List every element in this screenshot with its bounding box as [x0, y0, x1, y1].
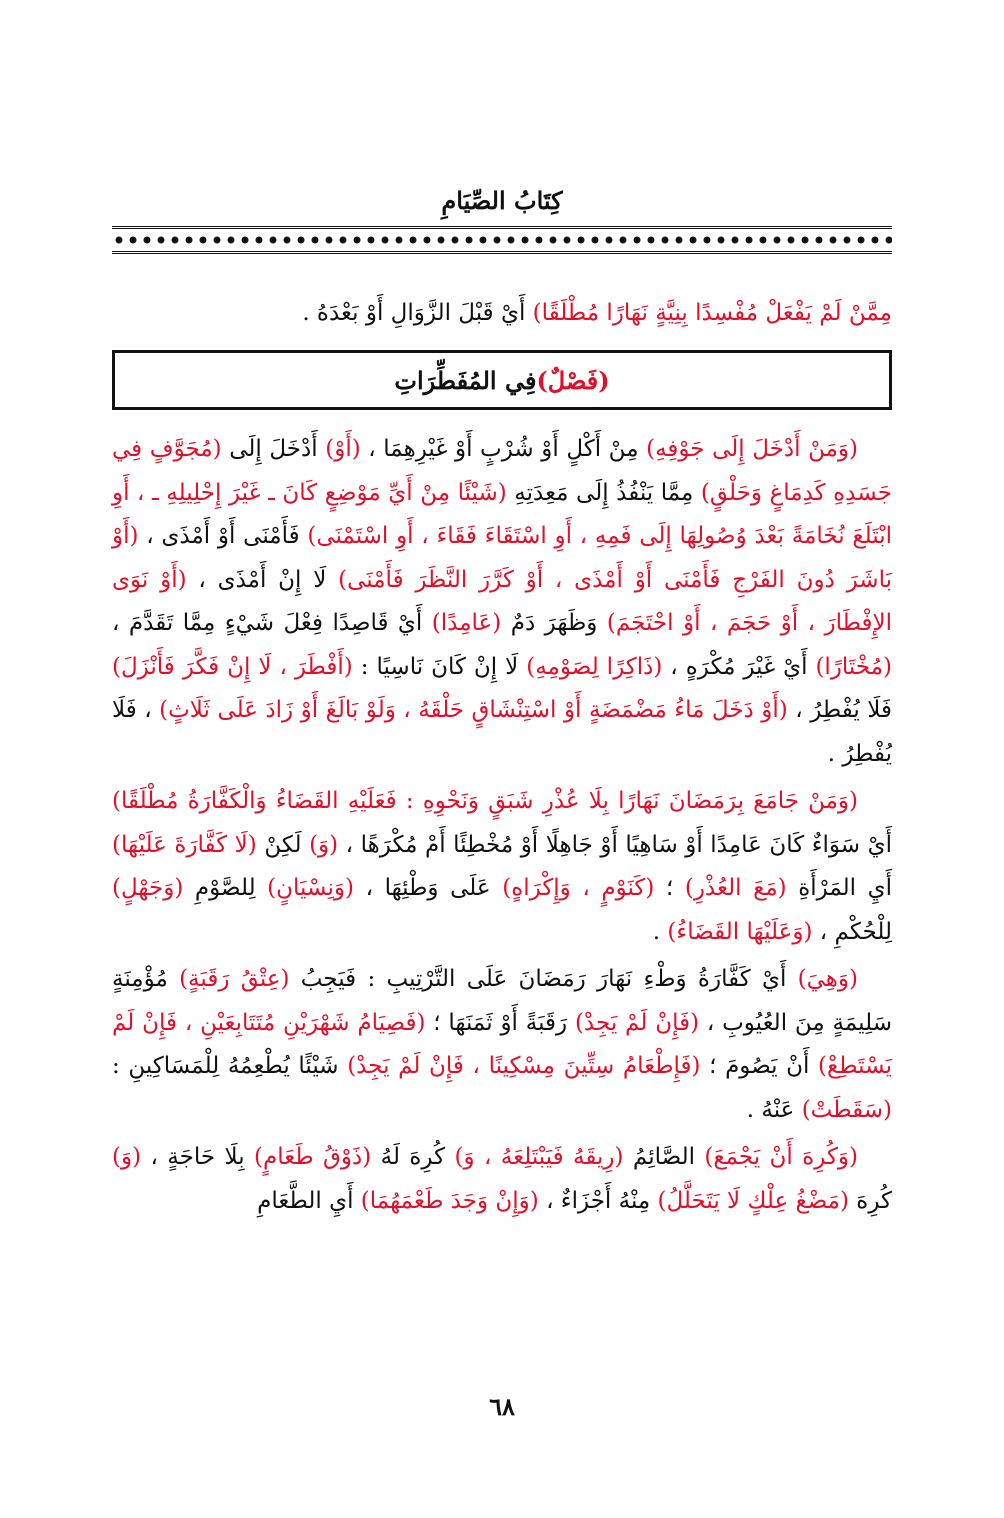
commentary-text-run: ، فَلَا يُفْطِرُ .	[112, 697, 892, 767]
matn-text-run: (لَا كَفَّارَةَ عَلَيْهَا)	[112, 831, 257, 858]
matn-text-run: (أَوْ نَوَى الإِفْطَارَ ، أَوْ حَجَمَ ، أَوْ احْتَجَمَ)	[112, 566, 892, 636]
matn-text-run: (وَعَلَيْهَا القَضَاءُ)	[667, 918, 813, 945]
matn-text-run: (أَوْ)	[325, 436, 361, 462]
matn-text-run: (كَنَوْمٍ ، وَإِكْرَاهٍ)	[502, 875, 655, 901]
matn-text-run: (وَكُرِهَ أَنْ يَجْمَعَ)	[704, 1144, 858, 1170]
matn-text-run: (ذَاكِرًا لِصَوْمِهِ)	[526, 653, 663, 680]
paragraph-2	[112, 780, 892, 954]
section-heading-box	[112, 350, 892, 410]
ornamental-border-divider	[112, 226, 892, 254]
matn-text-run: (أَوْ دَخَلَ مَاءُ مَضْمَضَةٍ أَوْ اسْتِنْشَاقٍ حَلْقَهُ ، وَلَوْ بَالَغَ أَوْ زَادَ عَلَى ثَلَاثٍ)	[159, 697, 788, 723]
matn-text-run: (وَهِيَ)	[797, 966, 858, 992]
paragraph-1	[112, 428, 892, 776]
commentary-text-run: أَيْ قَبْلَ الزَّوَالِ أَوْ بَعْدَهُ .	[302, 300, 533, 326]
paragraph-3	[112, 958, 892, 1132]
commentary-text-run: أَيْ قَاصِدًا فِعْلَ شَيْءٍ مِمَّا تَقَدَّمَ ،	[112, 610, 432, 636]
commentary-text-run: أَيِ الطَّعَامِ	[257, 1187, 361, 1214]
matn-text-run: (مُخْتَارًا)	[815, 653, 892, 680]
matn-text-run: (شَيْئًا مِنْ أَيِّ مَوْضِعٍ كَانَ ـ غَيْرَ إِحْلِيلِهِ ـ ، أَوِ ابْتَلَعَ نُخَامَةً بَعْدَ وُصُولِهَا إِلَى فَمِهِ ، أَوِ اسْتَقَاءَ فَقَاءَ ، أَوِ اسْتَمْنَى)	[112, 479, 892, 549]
commentary-text-run: لِلْحُكْمِ ،	[812, 918, 892, 945]
commentary-text-run: فَلَا يُفْطِرُ ،	[787, 697, 893, 723]
matn-text-run: (أَفْطَرَ ، لَا إِنْ فَكَّرَ فَأَنْزَلَ)	[112, 653, 353, 680]
commentary-text-run: كُرِهَ	[848, 1187, 892, 1214]
commentary-text-run: ؛	[654, 875, 685, 901]
commentary-text-run: أَيْ كَفَّارَةُ وَطْءِ نَهَارَ رَمَضَانَ عَلَى التَّرْتِيبِ : فَيَجِبُ	[289, 966, 798, 992]
commentary-text-run: شَيْئًا يُطْعِمُهُ لِلْمَسَاكِينِ :	[112, 1053, 348, 1079]
intro-line	[112, 292, 892, 336]
matn-text-run: (فَإِطْعَامُ سِتِّينَ مِسْكِينًا ، فَإِنْ لَمْ يَجِدْ)	[347, 1053, 701, 1079]
commentary-text-run: رَقَبَةً أَوْ ثَمَنَهَا ؛	[425, 1009, 575, 1036]
matn-text-run: (وَإِنْ وَجَدَ طَعْمَهُمَا)	[360, 1187, 539, 1214]
commentary-text-run: وَظَهَرَ دَمٌ	[501, 610, 607, 636]
commentary-text-run: كُرِهَ لَهُ	[371, 1144, 455, 1170]
section-heading-title: فِي المُفَطِّرَاتِ	[394, 365, 537, 395]
commentary-text-run: أَيْ سَوَاءٌ كَانَ عَامِدًا أَوْ سَاهِيًا أَوْ جَاهِلًا أَوْ مُخْطِئًا أَمْ مُكْرَهًا ،	[338, 831, 893, 858]
commentary-text-run: مُؤْمِنَةٍ سَلِيمَةٍ مِنَ العُيُوبِ ،	[112, 966, 892, 1036]
matn-text-run: (وَجَهْلٍ)	[112, 875, 184, 901]
commentary-text-run: أَيِ المَرْأَةِ	[786, 875, 893, 901]
matn-text-run: (سَقَطَتْ)	[801, 1096, 892, 1123]
matn-text-run: (فَصِيَامُ شَهْرَيْنِ مُتَتَابِعَيْنِ ، فَإِنْ لَمْ يَسْتَطِعْ)	[112, 1009, 892, 1079]
commentary-text-run: فَأَمْنَى أَوْ أَمْذَى ،	[138, 523, 308, 549]
commentary-text-run: عَلَى وَطْئِهَا ،	[353, 875, 503, 901]
main-text	[112, 428, 892, 1223]
matn-text-run: (وَمَنْ أَدْخَلَ إِلَى جَوْفِهِ)	[646, 436, 859, 462]
commentary-text-run: أَيْ غَيْرَ مُكْرَهٍ ،	[662, 653, 816, 680]
matn-text-run: (وَنِسْيَانٍ)	[267, 875, 354, 901]
matn-text-run: (وَ)	[112, 1144, 142, 1170]
page-number: ٦٨	[489, 1392, 515, 1421]
section-heading-label: (فَصْلٌ)	[536, 365, 610, 395]
matn-text-run: (وَمَنْ جَامَعَ بِرَمَضَانَ نَهَارًا بِلَا عُذْرِ شَبَقٍ وَنَحْوِهِ : فَعَلَيْهِ القَضَاءُ وَالْكَفَّارَةُ مُطْلَقًا)	[112, 788, 858, 814]
commentary-text-run: عَنْهُ .	[746, 1096, 802, 1123]
matn-text-run: (أَوْ بَاشَرَ دُونَ الفَرْجِ فَأَمْنَى أَوْ أَمْذَى ، أَوْ كَرَّرَ النَّظَرَ فَأَمْنَى)	[112, 523, 892, 593]
commentary-text-run: بِلَا حَاجَةٍ ،	[141, 1144, 255, 1170]
matn-text-run: (مُجَوَّفٍ فِي جَسَدِهِ كَدِمَاغٍ وَحَلْقٍ)	[112, 436, 892, 506]
running-head-title: كِتَابُ الصِّيَامِ	[441, 186, 563, 215]
matn-text-run: (عِتْقُ رَقَبَةٍ)	[179, 966, 290, 992]
commentary-text-run: لِلصَّوْمِ	[183, 875, 268, 901]
paragraph-4	[112, 1136, 892, 1223]
commentary-text-run: أَنْ يَصُومَ ؛	[700, 1053, 819, 1079]
commentary-text-run: أَدْخَلَ إِلَى	[221, 436, 326, 462]
commentary-text-run: .	[652, 918, 668, 945]
matn-text-run: (فَإِنْ لَمْ يَجِدْ)	[574, 1009, 700, 1036]
matn-text-run: مِمَّنْ لَمْ يَفْعَلْ مُفْسِدًا بِنِيَّةٍ نَهَارًا مُطْلَقًا)	[532, 300, 892, 326]
matn-text-run: (عَامِدًا)	[431, 610, 502, 636]
commentary-text-run: لَا إِنْ أَمْذَى ،	[186, 566, 339, 593]
matn-text-run: (وَ)	[309, 831, 339, 858]
commentary-text-run: الصَّائِمُ	[623, 1144, 705, 1170]
commentary-text-run: مِنْهُ أَجْزَاءٌ ،	[538, 1187, 658, 1214]
matn-text-run: (مَضْغُ عِلْكٍ لَا يَتَحَلَّلُ)	[657, 1187, 849, 1214]
matn-text-run: (ذَوْقُ طَعَامٍ)	[254, 1144, 372, 1170]
commentary-text-run: لَا إِنْ كَانَ نَاسِيًا :	[352, 653, 527, 680]
commentary-text-run: لَكِنْ	[256, 831, 310, 858]
matn-text-run: (مَعَ العُذْرِ)	[684, 875, 787, 901]
commentary-text-run: مِنْ أَكْلٍ أَوْ شُرْبٍ أَوْ غَيْرِهِمَا ،	[360, 436, 647, 462]
commentary-text-run: مِمَّا يَنْفُذُ إِلَى مَعِدَتِهِ	[506, 479, 701, 506]
matn-text-run: (رِيقَهُ فَيَبْتَلِعَهُ ، وَ)	[454, 1144, 624, 1170]
